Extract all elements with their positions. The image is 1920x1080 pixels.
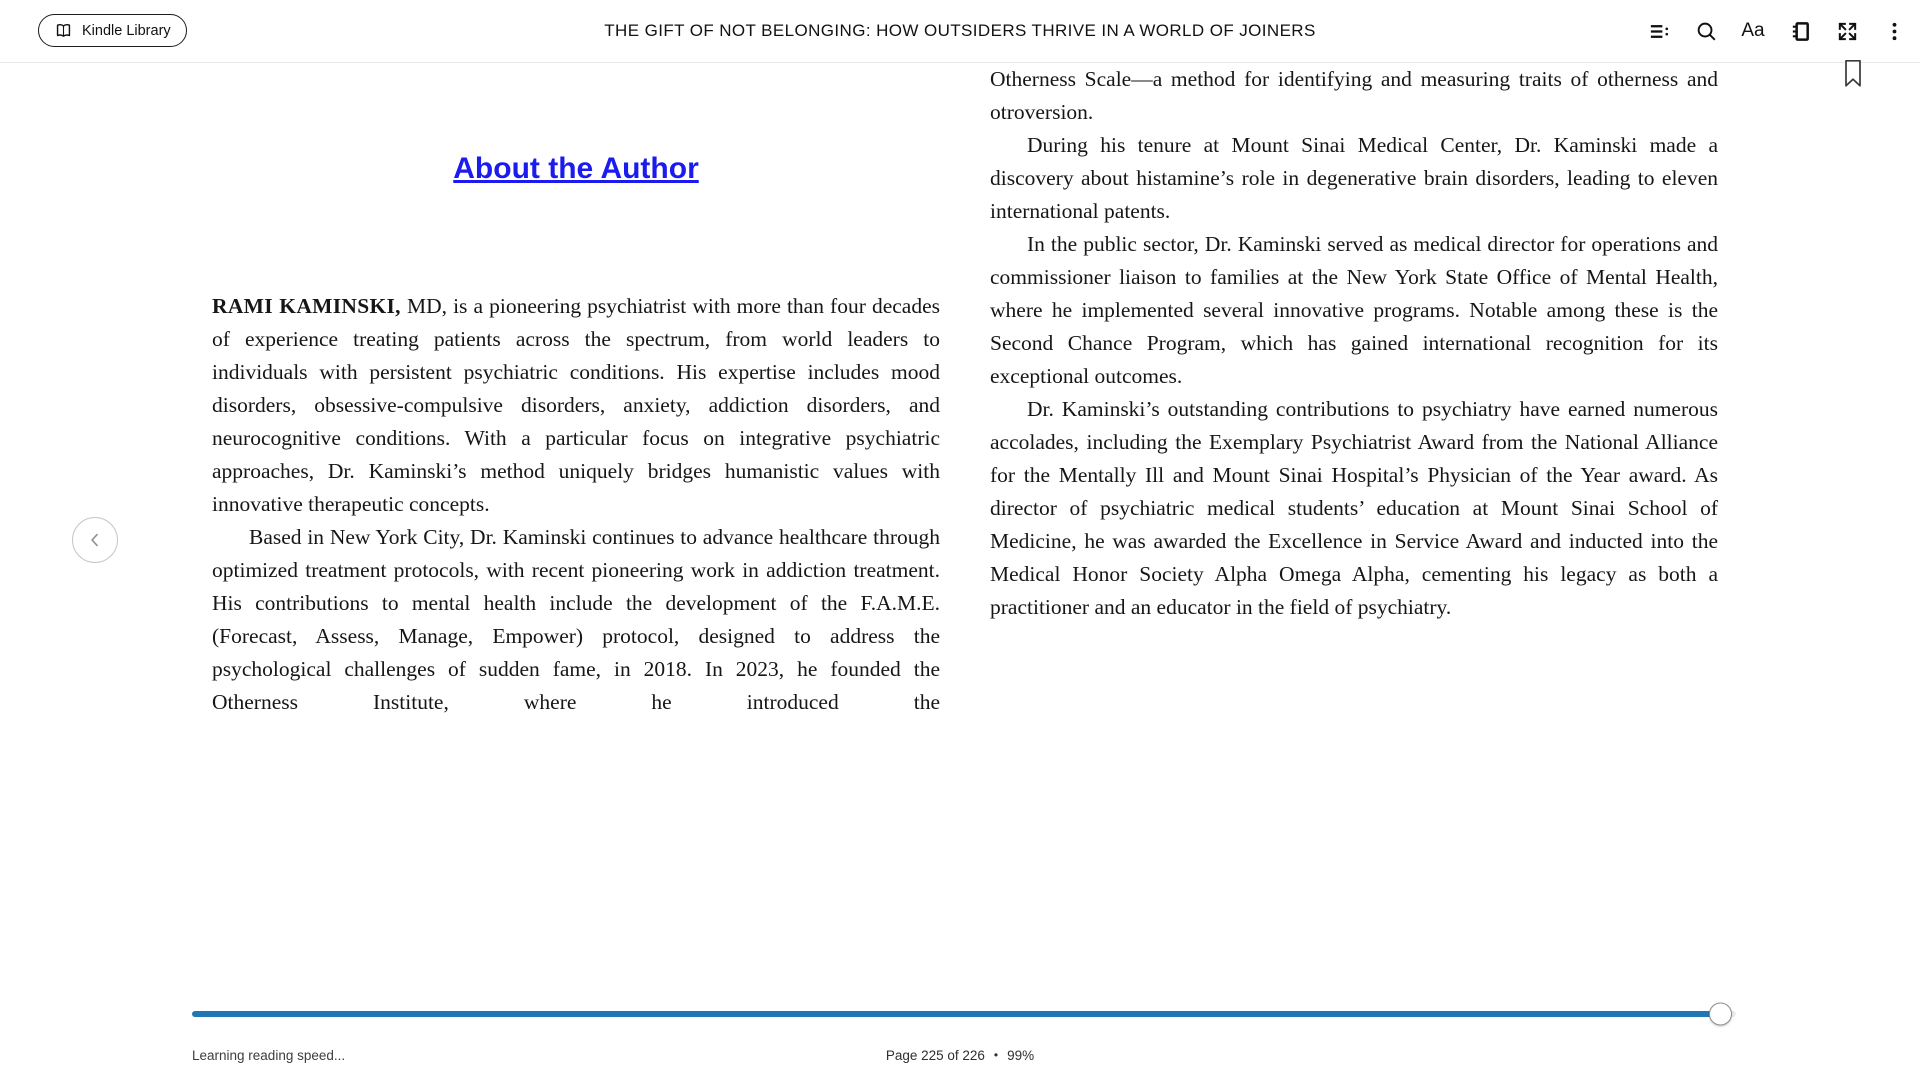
heading-wrap: [212, 152, 940, 186]
search-icon[interactable]: [1693, 18, 1719, 44]
reading-speed-status: Learning reading speed...: [192, 1048, 346, 1063]
progress-fill: [192, 1011, 1721, 1017]
page-label: Page 225 of 226: [885, 1048, 985, 1063]
progress-bar[interactable]: [192, 1011, 1736, 1017]
paragraph: Based in New York City, Dr. Kaminski continues to advance healthcare through optimized treatment protocols, with recent pioneering work in addiction treatment. His contributions to mental health include the development of the F.A.M.E. (Forecast, Assess, Manage, Empower) protocol, designed to address the psychological challenges of sudden fame, in 2018. In 2023, he founded the Otherness Institute, where he introduced the: [212, 525, 940, 714]
paragraph-text: MD, is a pioneering psychiatrist with more than four decades of experience treating patients across the spectrum, from world leaders to individuals with persistent psychiatric conditions. His expertise includes mood disorders, obsessive-compulsive disorders, anxiety, addiction disorders, and neurocognitive conditions. With a particular focus on integrative psychiatric approaches, Dr. Kaminski’s method uniquely bridges humanistic values with innovative therapeutic concepts.: [212, 294, 940, 516]
kindle-library-label: Kindle Library: [82, 22, 171, 39]
font-settings-button[interactable]: [1740, 18, 1766, 44]
progress-handle[interactable]: [1709, 1003, 1732, 1026]
about-the-author-heading[interactable]: About the Author: [453, 152, 699, 185]
fullscreen-icon[interactable]: [1834, 18, 1860, 44]
more-options-icon[interactable]: [1881, 18, 1907, 44]
paragraph: Otherness Scale—a method for identifying and measuring traits of otherness and otroversion.: [990, 67, 1718, 124]
right-text-column: [990, 63, 1718, 624]
paragraph: Dr. Kaminski’s outstanding contributions to psychiatry have earned numerous accolades, including the Exemplary Psychiatrist Award from the National Alliance for the Mentally Ill and Mount Sinai Hospital’s Physician of the Year award. As director of psychiatric medical students’ education at Mount Sinai School of Medicine, he was awarded the Excellence in Service Award and inducted into the Medical Honor Society Alpha Omega Alpha, cementing his legacy as both a practitioner and an educator in the field of psychiatry.: [990, 397, 1718, 619]
top-bar: [0, 0, 1920, 63]
paragraph: In the public sector, Dr. Kaminski served as medical director for operations and commissioner liaison to families at the New York State Office of Mental Health, where he implemented several innovative programs. Notable among these is the Second Chance Program, which has gained international recognition for its exceptional outcomes.: [990, 232, 1718, 388]
book-title: THE GIFT OF NOT BELONGING: HOW OUTSIDERS THRIVE IN A WORLD OF JOINERS: [604, 21, 1316, 40]
left-text-column: [212, 290, 940, 719]
separator-dot: •: [993, 1047, 999, 1062]
paragraph: [212, 290, 940, 521]
page-indicator: [0, 1048, 1920, 1063]
open-book-icon: [54, 22, 73, 39]
toolbar-actions: [1646, 0, 1907, 62]
font-settings-label: Aa: [1741, 20, 1765, 41]
percent-label: 99%: [1007, 1048, 1035, 1063]
table-of-contents-icon[interactable]: [1646, 18, 1672, 44]
page-layout-icon[interactable]: [1787, 18, 1813, 44]
paragraph: During his tenure at Mount Sinai Medical Center, Dr. Kaminski made a discovery about histamine’s role in degenerative brain disorders, leading to eleven international patents.: [990, 133, 1718, 223]
bookmark-icon[interactable]: [1843, 60, 1863, 88]
previous-page-button[interactable]: [72, 517, 118, 563]
kindle-library-button[interactable]: [38, 14, 187, 47]
author-name-lead: RAMI KAMINSKI,: [212, 294, 401, 318]
